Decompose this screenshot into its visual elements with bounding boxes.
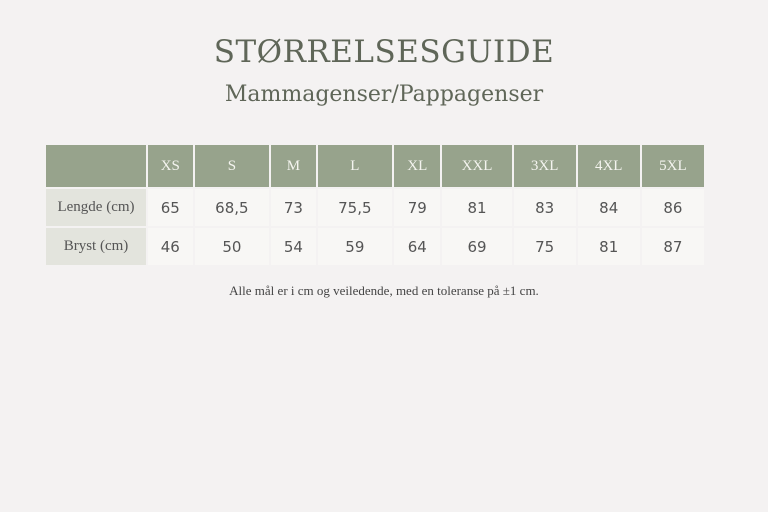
- measurement-cell: 83: [514, 189, 576, 226]
- measurement-cell: 68,5: [195, 189, 270, 226]
- size-header-3xl: 3XL: [514, 145, 576, 187]
- measurement-cell: 79: [394, 189, 440, 226]
- size-header-4xl: 4XL: [578, 145, 640, 187]
- measurement-cell: 64: [394, 228, 440, 265]
- tolerance-note: Alle mål er i cm og veiledende, med en toleranse på ±1 cm.: [229, 283, 539, 298]
- measurement-cell: 86: [642, 189, 704, 226]
- measurement-cell: 59: [318, 228, 393, 265]
- size-header-m: M: [271, 145, 315, 187]
- measurement-cell: 54: [271, 228, 315, 265]
- measurement-cell: 84: [578, 189, 640, 226]
- measurement-cell: 73: [271, 189, 315, 226]
- measurement-cell: 81: [442, 189, 511, 226]
- size-header-xl: XL: [394, 145, 440, 187]
- row-label: Lengde (cm): [46, 189, 146, 226]
- measurement-cell: 65: [148, 189, 193, 226]
- corner-cell: [46, 145, 146, 187]
- size-header-5xl: 5XL: [642, 145, 704, 187]
- size-header-xxl: XXL: [442, 145, 511, 187]
- header-row: [46, 145, 704, 187]
- measurement-cell: 81: [578, 228, 640, 265]
- measurement-cell: 50: [195, 228, 270, 265]
- table-row: [46, 228, 704, 265]
- measurement-cell: 69: [442, 228, 511, 265]
- page-subtitle: Mammagenser/Pappagenser: [224, 82, 544, 107]
- page-title: STØRRELSESGUIDE: [213, 34, 555, 70]
- measurement-cell: 75: [514, 228, 576, 265]
- size-header-s: S: [195, 145, 270, 187]
- row-label: Bryst (cm): [46, 228, 146, 265]
- size-table: [44, 143, 706, 267]
- measurement-cell: 46: [148, 228, 193, 265]
- size-header-xs: XS: [148, 145, 193, 187]
- size-header-l: L: [318, 145, 393, 187]
- measurement-cell: 75,5: [318, 189, 393, 226]
- measurement-cell: 87: [642, 228, 704, 265]
- table-row: [46, 189, 704, 226]
